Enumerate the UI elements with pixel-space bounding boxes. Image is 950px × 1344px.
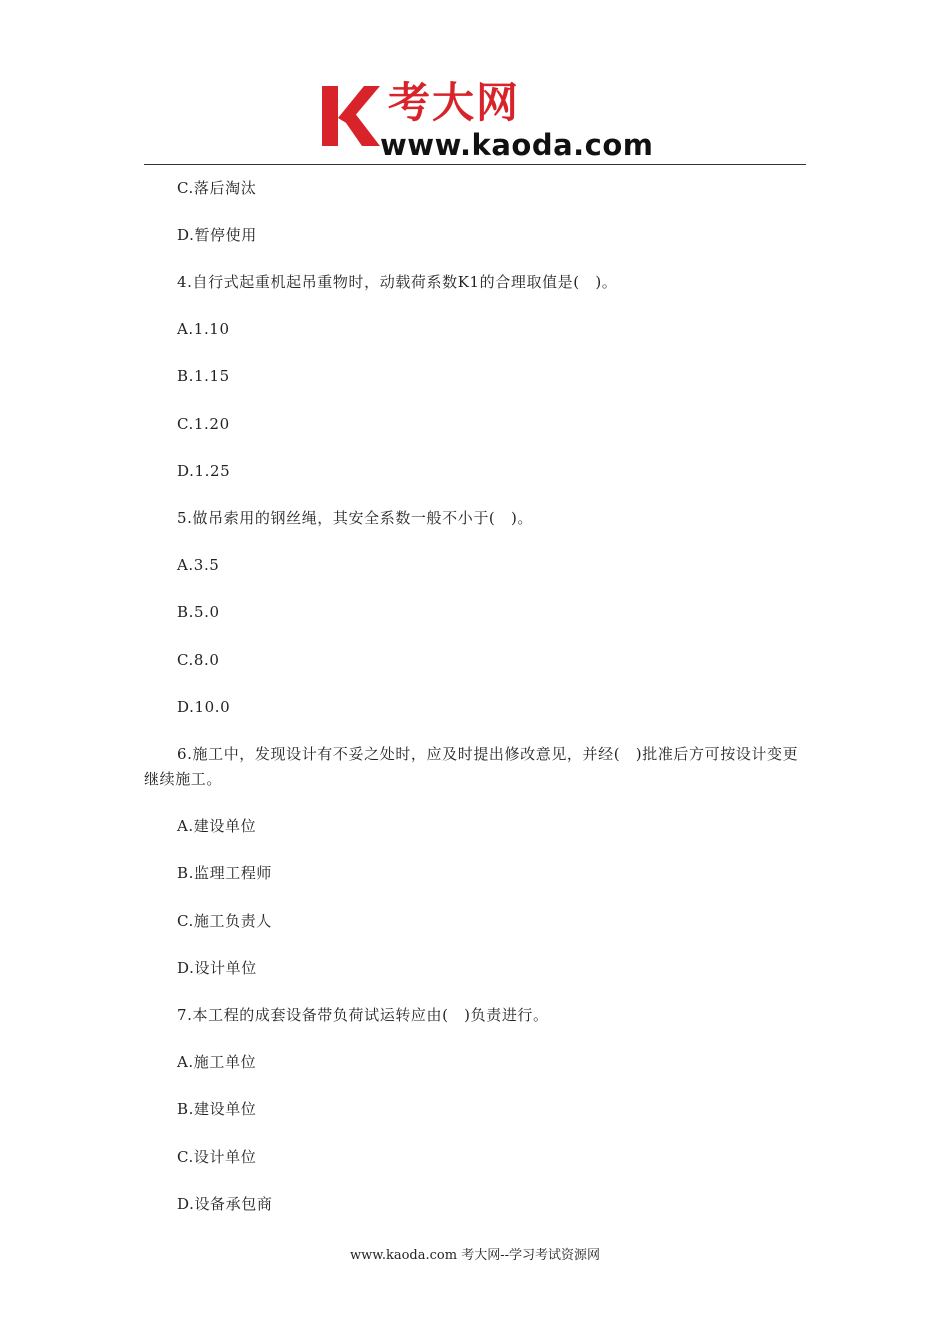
page-footer: www.kaoda.com 考大网--学习考试资源网: [350, 1248, 600, 1263]
header-divider: [144, 164, 806, 165]
option-line: A.建设单位: [177, 817, 257, 835]
question-line: 5.做吊索用的钢丝绳，其安全系数一般不小于( )。: [177, 509, 534, 527]
option-line: D.设备承包商: [177, 1195, 273, 1213]
question-paragraph: 6.施工中，发现设计有不妥之处时，应及时提出修改意见，并经( )批准后方可按设计变更继续施工。: [144, 745, 799, 788]
kaoda-logo: [320, 78, 654, 164]
option-line: A.3.5: [177, 556, 220, 574]
option-line: D.10.0: [177, 698, 231, 716]
option-line: C.施工负责人: [177, 912, 272, 930]
page-header: [144, 70, 806, 166]
option-line: B.监理工程师: [177, 864, 272, 882]
question-line: 4.自行式起重机起吊重物时，动载荷系数K1的合理取值是( )。: [177, 273, 618, 291]
option-line: D.设计单位: [177, 959, 257, 977]
option-line: C.8.0: [177, 651, 220, 669]
option-line: C.落后淘汰: [177, 179, 257, 197]
question-line: 7.本工程的成套设备带负荷试运转应由( )负责进行。: [177, 1006, 549, 1024]
k-logo-icon: [320, 82, 380, 150]
option-line: D.1.25: [177, 462, 231, 480]
option-line: C.设计单位: [177, 1148, 257, 1166]
logo-chinese-name: 考大网: [388, 78, 521, 127]
option-line: A.1.10: [177, 320, 230, 338]
option-line: A.施工单位: [177, 1053, 257, 1071]
logo-url: www.kaoda.com: [380, 128, 654, 162]
option-line: C.1.20: [177, 415, 230, 433]
option-line: B.1.15: [177, 367, 230, 385]
option-line: B.建设单位: [177, 1100, 257, 1118]
option-line: D.暂停使用: [177, 226, 257, 244]
option-line: B.5.0: [177, 603, 220, 621]
